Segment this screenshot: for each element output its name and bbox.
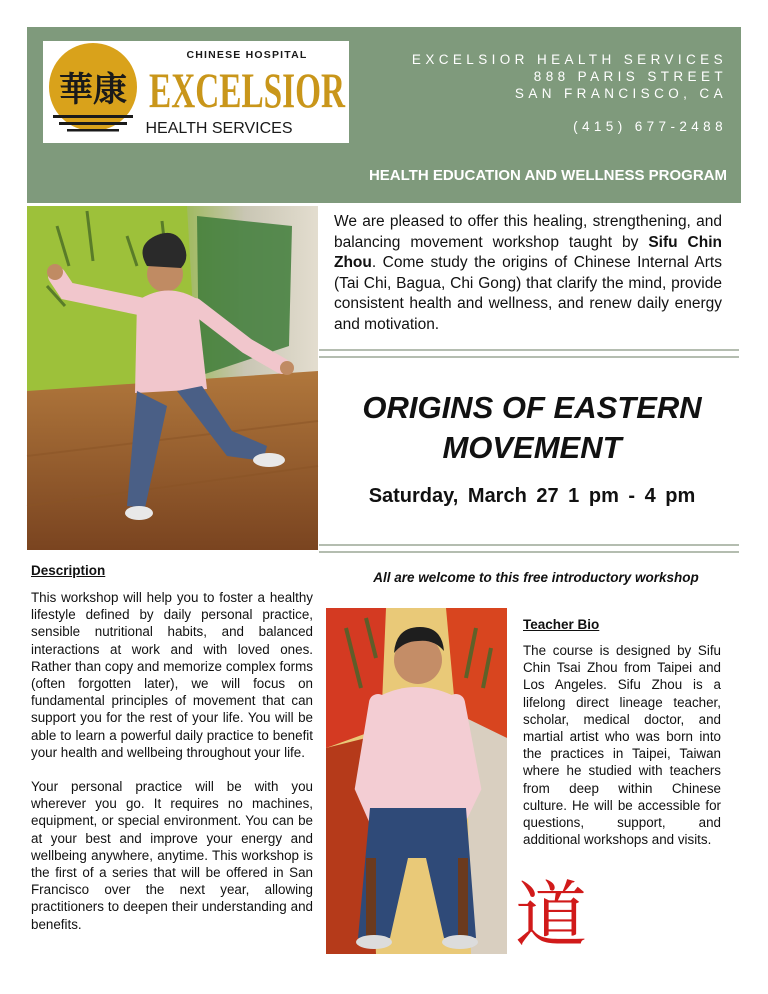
description-paragraph-2: Your personal practice will be with you wherever you go. It requires no machines, equipment, or special environment. You can be at your best and improve your energy and wellbeing anywhere, anytime. This workshop is the first of a series that will be offered in San Francisco over the next year, allowing practitioners to deepen their understanding and benefits. — [31, 779, 313, 932]
divider — [319, 349, 739, 358]
street-address: 888 PARIS STREET — [533, 69, 727, 84]
logo-line — [53, 115, 133, 118]
phone-number: (415) 677-2488 — [573, 119, 727, 134]
welcome-note: All are welcome to this free introductory workshop — [373, 570, 699, 585]
intro-paragraph: We are pleased to offer this healing, strengthening, and balancing movement workshop taught by Sifu Chin Zhou. Come study the origins of Chinese Internal Arts (Tai Chi, Bagua, Chi Gong) that clarify the mind, provide consistent health and wellness, and renew daily energy and motivation. — [334, 213, 722, 333]
description-paragraph-1: This workshop will help you to foster a healthy lifestyle defined by daily personal practice, sensible nutritional habits, and balanced interactions at work and with loved ones. Rather than copy and memorize complex forms (often forgotten later), we will focus on fundamental principles of movement that can support you for the rest of your life. You will be able to learn a powerful daily practice to benefit your health and wellbeing throughout your life. — [31, 590, 313, 760]
logo-brand-name: EXCELSIOR — [149, 62, 346, 118]
logo-sub-name: HEALTH SERVICES — [145, 120, 293, 137]
logo-hospital-line: CHINESE HOSPITAL — [186, 49, 308, 61]
logo-chinese-chars: 華康 — [59, 70, 127, 110]
event-date-time: Saturday, March 27 1 pm - 4 pm — [368, 485, 696, 507]
teacher-bio-heading: Teacher Bio — [523, 617, 600, 632]
city-state: SAN FRANCISCO, CA — [514, 86, 727, 101]
teacher-name: Sifu Chin Zhou — [334, 233, 722, 272]
contact-block — [412, 51, 727, 135]
logo-line — [67, 129, 119, 132]
dao-calligraphy: 道 — [515, 873, 588, 957]
tai-chi-pose-photo — [27, 206, 318, 550]
description-heading: Description — [31, 563, 106, 578]
teacher-bio-body: The course is designed by Sifu Chin Tsai Zhou from Taipei and Los Angeles. Sifu Zhou is a lifelong direct lineage teacher, scholar, medical doctor, and martial artist who was born into the practices in Taipei, Taiwan where he studied with teachers from deep within Chinese culture. He will be accessible for questions, support, and additional workshops and visits. — [523, 643, 721, 848]
program-title: HEALTH EDUCATION AND WELLNESS PROGRAM — [368, 167, 727, 184]
excelsior-logo — [43, 41, 349, 143]
teacher-portrait-photo — [326, 608, 507, 954]
header-banner — [27, 27, 741, 203]
logo-graphic — [43, 41, 349, 143]
org-name: EXCELSIOR HEALTH SERVICES — [411, 52, 727, 67]
description-body — [31, 589, 313, 950]
divider — [319, 544, 739, 553]
logo-line — [59, 122, 127, 125]
event-title: ORIGINS OF EASTERN MOVEMENT — [362, 390, 702, 465]
